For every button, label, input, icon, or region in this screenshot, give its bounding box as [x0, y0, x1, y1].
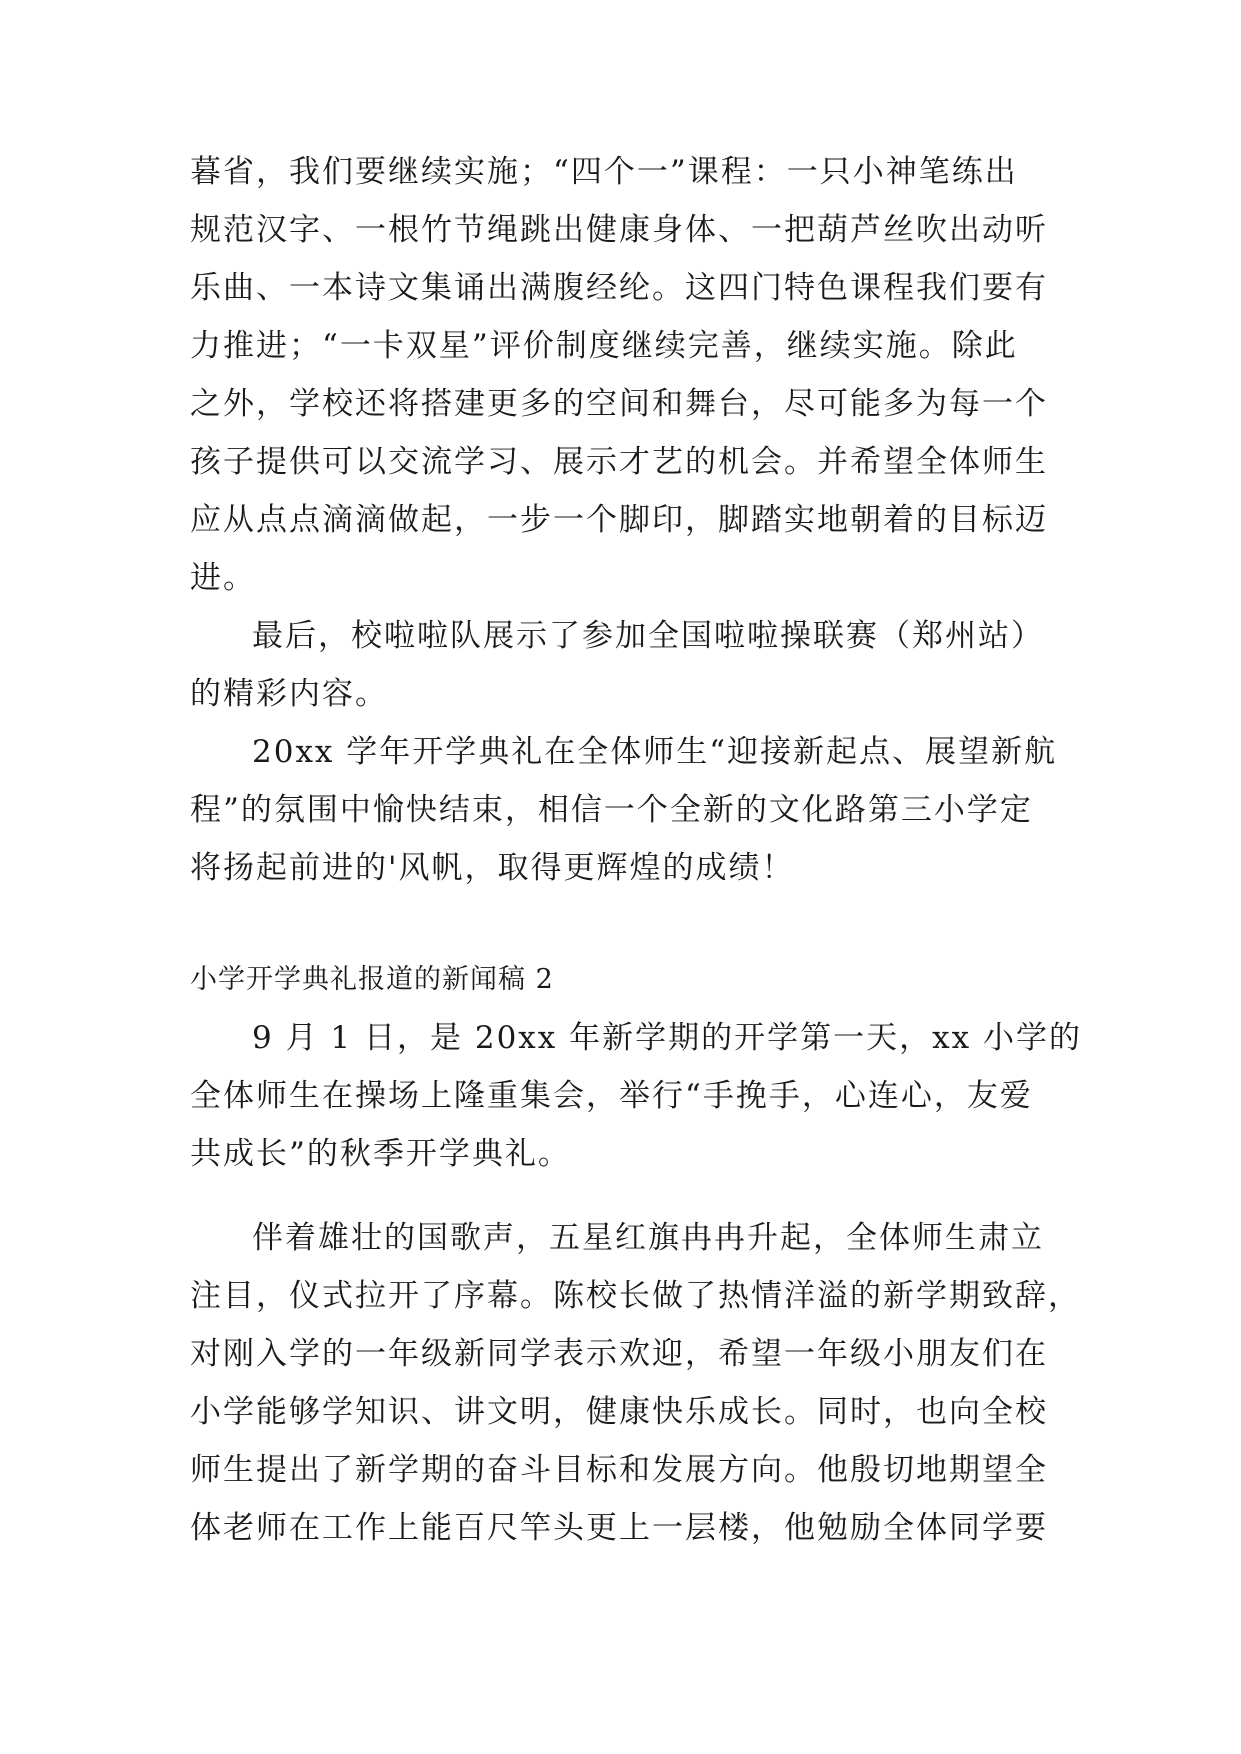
- paragraph-line: 9 月 1 日，是 20xx 年新学期的开学第一天，xx 小学的: [252, 1020, 1082, 1056]
- paragraph-line: 孩子提供可以交流学习、展示才艺的机会。并希望全体师生: [190, 444, 1048, 480]
- paragraph-line: 最后，校啦啦队展示了参加全国啦啦操联赛（郑州站）: [252, 618, 1044, 654]
- paragraph-line: 对刚入学的一年级新同学表示欢迎，希望一年级小朋友们在: [190, 1336, 1048, 1372]
- paragraph-line: 注目，仪式拉开了序幕。陈校长做了热情洋溢的新学期致辞，: [190, 1278, 1081, 1314]
- paragraph-line: 之外，学校还将搭建更多的空间和舞台，尽可能多为每一个: [190, 386, 1048, 422]
- paragraph-line: 规范汉字、一根竹节绳跳出健康身体、一把葫芦丝吹出动听: [190, 212, 1048, 248]
- paragraph-line: 20xx 学年开学典礼在全体师生“迎接新起点、展望新航: [252, 734, 1058, 770]
- paragraph-line: 的精彩内容。: [190, 676, 388, 712]
- paragraph-line: 将扬起前进的'风帆，取得更辉煌的成绩！: [190, 850, 795, 886]
- paragraph-line: 乐曲、一本诗文集诵出满腹经纶。这四门特色课程我们要有: [190, 270, 1048, 306]
- paragraph-line: 伴着雄壮的国歌声，五星红旗冉冉升起，全体师生肃立: [252, 1220, 1044, 1256]
- paragraph-line: 体老师在工作上能百尺竿头更上一层楼，他勉励全体同学要: [190, 1510, 1048, 1546]
- paragraph-line: 力推进；“一卡双星”评价制度继续完善，继续实施。除此: [190, 328, 1018, 364]
- section-title: 小学开学典礼报道的新闻稿 2: [190, 964, 554, 995]
- paragraph-line: 全体师生在操场上隆重集会，举行“手挽手，心连心，友爱: [190, 1078, 1033, 1114]
- paragraph-line: 进。: [190, 560, 256, 596]
- paragraph-line: 共成长”的秋季开学典礼。: [190, 1136, 571, 1172]
- paragraph-line: 师生提出了新学期的奋斗目标和发展方向。他殷切地期望全: [190, 1452, 1048, 1488]
- paragraph-line: 应从点点滴滴做起，一步一个脚印，脚踏实地朝着的目标迈: [190, 502, 1048, 538]
- paragraph-line: 小学能够学知识、讲文明，健康快乐成长。同时，也向全校: [190, 1394, 1048, 1430]
- paragraph-line: 暮省，我们要继续实施；“四个一”课程：一只小神笔练出: [190, 154, 1018, 190]
- paragraph-line: 程”的氛围中愉快结束，相信一个全新的文化路第三小学定: [190, 792, 1033, 828]
